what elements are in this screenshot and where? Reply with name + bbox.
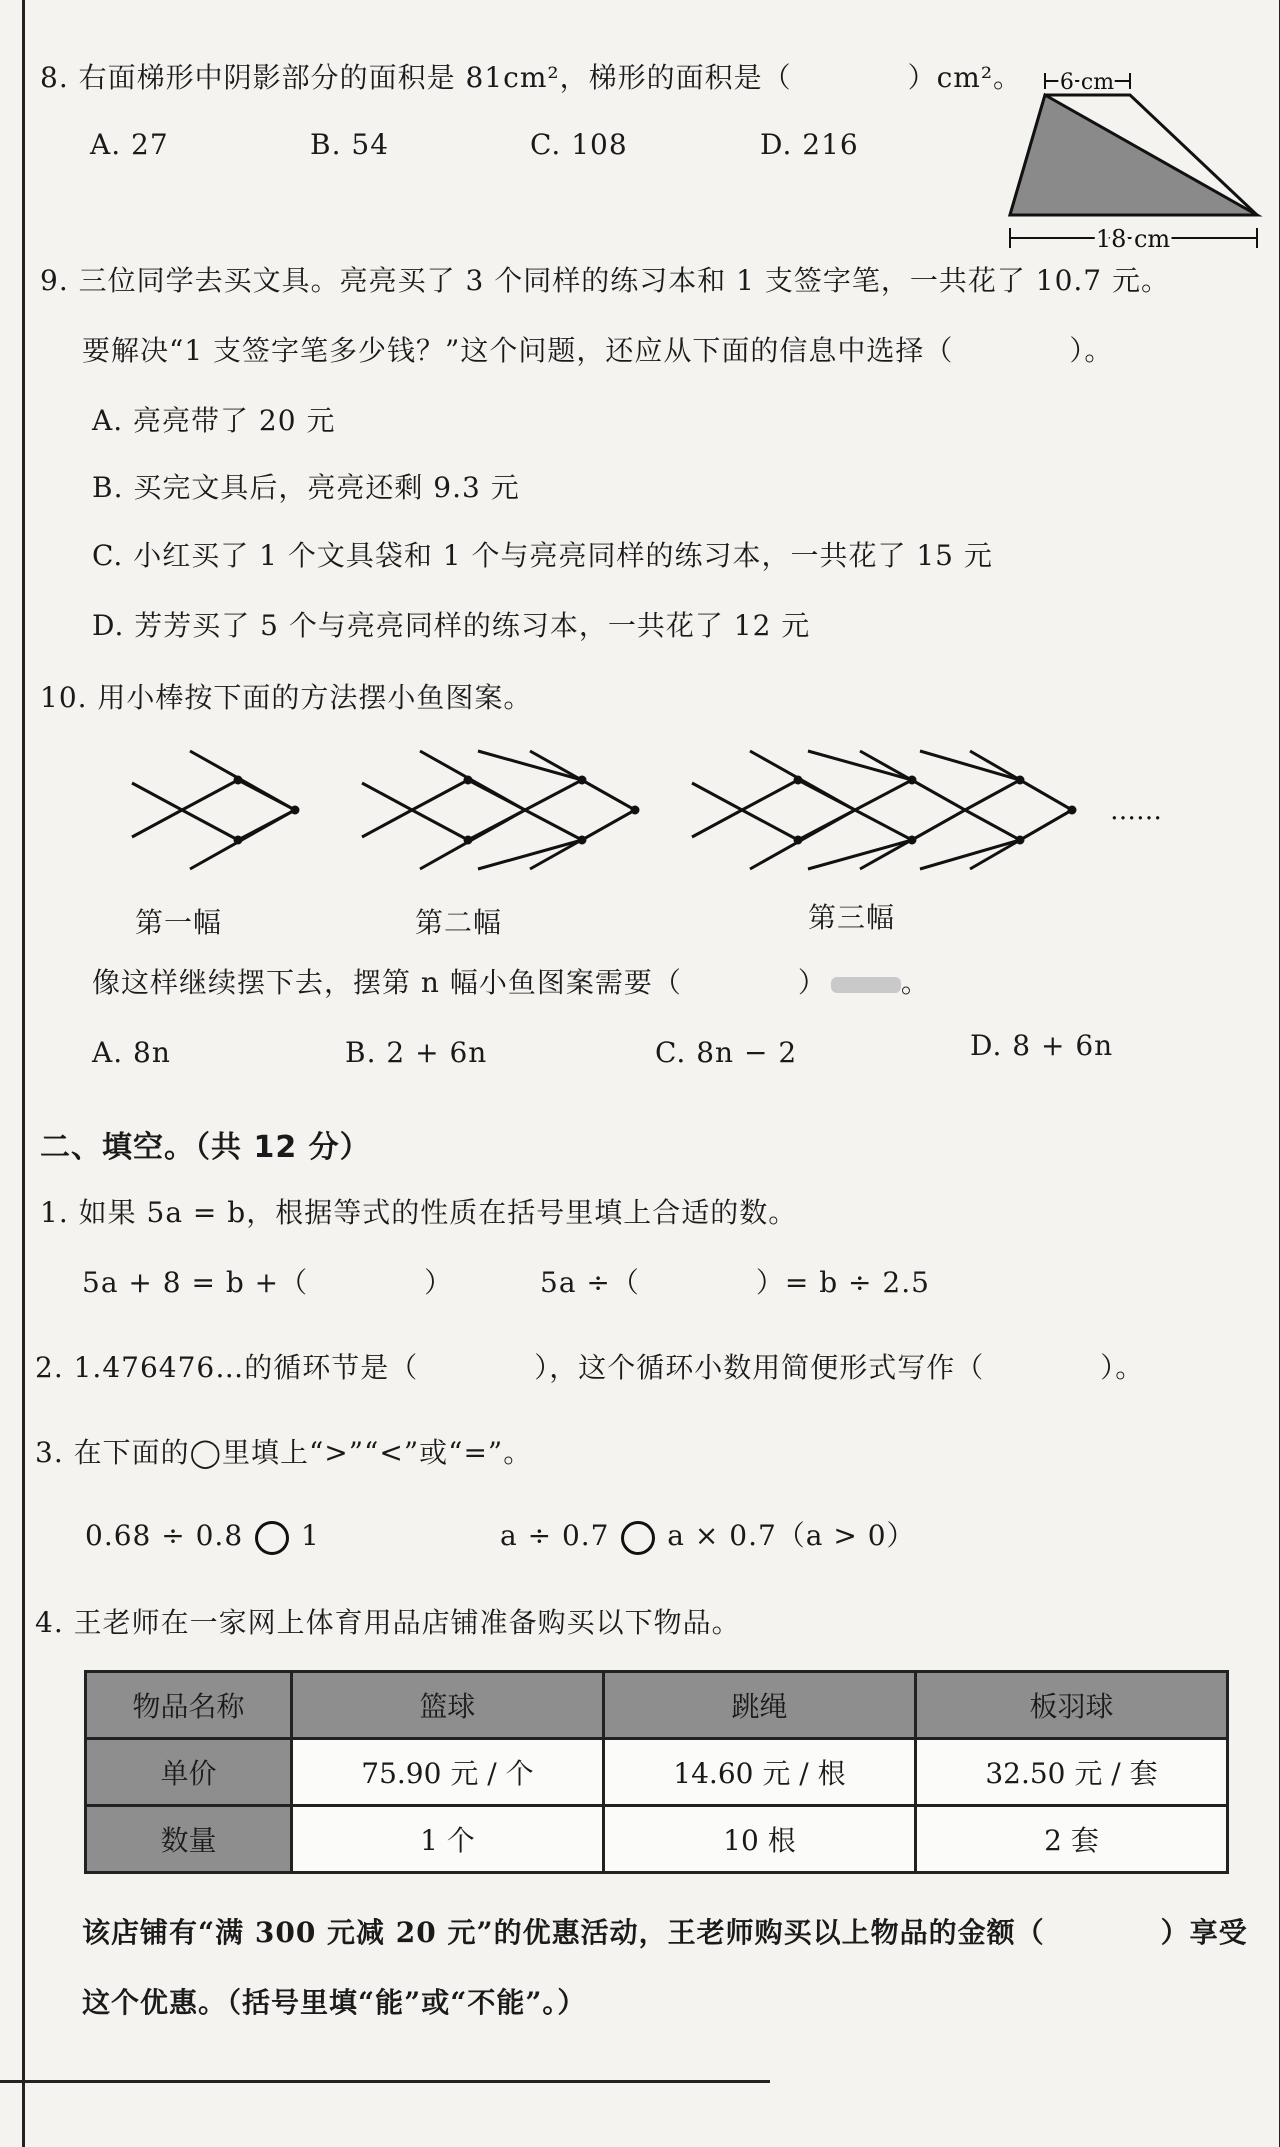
- q8-text: 8. 右面梯形中阴影部分的面积是 81cm²，梯形的面积是（ ）cm²。: [40, 61, 1023, 94]
- q8-option-a: A. 27: [90, 128, 169, 161]
- fish-figure-1: [132, 751, 298, 869]
- q10-option-d: D. 8 + 6n: [970, 1029, 1114, 1062]
- fish-caption-3: 第三幅: [808, 901, 896, 934]
- table-header-cell: 物品名称: [86, 1672, 292, 1739]
- q8-option-c: C. 108: [530, 128, 628, 161]
- s2-q1-eq2: 5a ÷（ ）= b ÷ 2.5: [540, 1266, 930, 1299]
- table-row-label: 数量: [86, 1806, 292, 1873]
- table-row: [86, 1806, 1228, 1873]
- s2-q3-compare-2: [500, 1518, 916, 1555]
- footer-rule: [0, 2080, 770, 2083]
- table-row: [86, 1672, 1228, 1739]
- table-row: [86, 1739, 1228, 1806]
- q10-option-c: C. 8n − 2: [655, 1036, 798, 1069]
- s2-q4-line2: 这个优惠。（括号里填“能”或“不能”。）: [82, 1986, 587, 2019]
- q9-option-c: C. 小红买了 1 个文具袋和 1 个与亮亮同样的练习本，一共花了 15 元: [92, 539, 993, 572]
- compare-2-right: a × 0.7（a > 0）: [667, 1519, 916, 1552]
- compare-2-circle[interactable]: [621, 1521, 655, 1555]
- fish-figure-2: [362, 751, 638, 869]
- q10-option-b: B. 2 + 6n: [345, 1036, 488, 1069]
- table-header-cell: 篮球: [291, 1672, 603, 1739]
- q8-option-b: B. 54: [310, 128, 390, 161]
- q10-question-tail: 。: [900, 966, 930, 999]
- q10-question: [92, 965, 930, 1001]
- compare-2-left: a ÷ 0.7: [500, 1519, 610, 1552]
- s2-q2-text: 2. 1.476476…的循环节是（ ），这个循环小数用简便形式写作（ ）。: [35, 1351, 1145, 1384]
- q10-text: 10. 用小棒按下面的方法摆小鱼图案。: [40, 681, 533, 714]
- table-cell: 10 根: [603, 1806, 915, 1873]
- table-cell: 2 套: [915, 1806, 1227, 1873]
- s2-q3-compare-1: [85, 1518, 320, 1555]
- fish-caption-2: 第二幅: [415, 906, 503, 939]
- q9-line1: 9. 三位同学去买文具。亮亮买了 3 个同样的练习本和 1 支签字笔，一共花了 10.7 元。: [40, 264, 1170, 297]
- q8-option-d: D. 216: [760, 128, 859, 161]
- table-header-cell: 跳绳: [603, 1672, 915, 1739]
- compare-1-left: 0.68 ÷ 0.8: [85, 1519, 244, 1552]
- trapezoid-figure: [995, 55, 1265, 260]
- blurred-text: [831, 977, 901, 993]
- compare-1-circle[interactable]: [255, 1521, 289, 1555]
- table-row-label: 单价: [86, 1739, 292, 1806]
- q9-option-a: A. 亮亮带了 20 元: [92, 404, 336, 437]
- bottom-length-label: 18 cm: [1095, 225, 1171, 253]
- table-cell: 75.90 元 / 个: [291, 1739, 603, 1806]
- fish-pattern-figure: [120, 735, 1200, 885]
- q10-option-a: A. 8n: [92, 1036, 171, 1069]
- q10-question-text: 像这样继续摆下去，摆第 n 幅小鱼图案需要（ ）: [92, 966, 827, 999]
- s2-q4-line1: 该店铺有“满 300 元减 20 元”的优惠活动，王老师购买以上物品的金额（ ）享受: [82, 1916, 1248, 1949]
- s2-q1-eq1: 5a + 8 = b +（ ）: [82, 1266, 454, 1299]
- s2-q3-text: 3. 在下面的◯里填上“>”“<”或“=”。: [35, 1436, 533, 1469]
- q9-option-b: B. 买完文具后，亮亮还剩 9.3 元: [92, 471, 520, 504]
- table-header-cell: 板羽球: [915, 1672, 1227, 1739]
- s2-q4-text: 4. 王老师在一家网上体育用品店铺准备购买以下物品。: [35, 1606, 741, 1639]
- top-length-label: 6 cm: [1059, 70, 1115, 95]
- compare-1-right: 1: [300, 1519, 320, 1552]
- section2-title: 二、填空。（共 12 分）: [40, 1130, 371, 1165]
- fish-figure-3: [692, 751, 1075, 869]
- table-cell: 32.50 元 / 套: [915, 1739, 1227, 1806]
- goods-table: [84, 1670, 1229, 1874]
- fish-caption-1: 第一幅: [135, 906, 223, 939]
- continuation-dots: ……: [1110, 796, 1162, 826]
- table-cell: 14.60 元 / 根: [603, 1739, 915, 1806]
- table-cell: 1 个: [291, 1806, 603, 1873]
- q9-option-d: D. 芳芳买了 5 个与亮亮同样的练习本，一共花了 12 元: [92, 609, 811, 642]
- q9-line2: 要解决“1 支签字笔多少钱？”这个问题，还应从下面的信息中选择（ ）。: [82, 334, 1114, 367]
- s2-q1-text: 1. 如果 5a = b，根据等式的性质在括号里填上合适的数。: [40, 1196, 798, 1229]
- shaded-triangle: [1010, 95, 1257, 215]
